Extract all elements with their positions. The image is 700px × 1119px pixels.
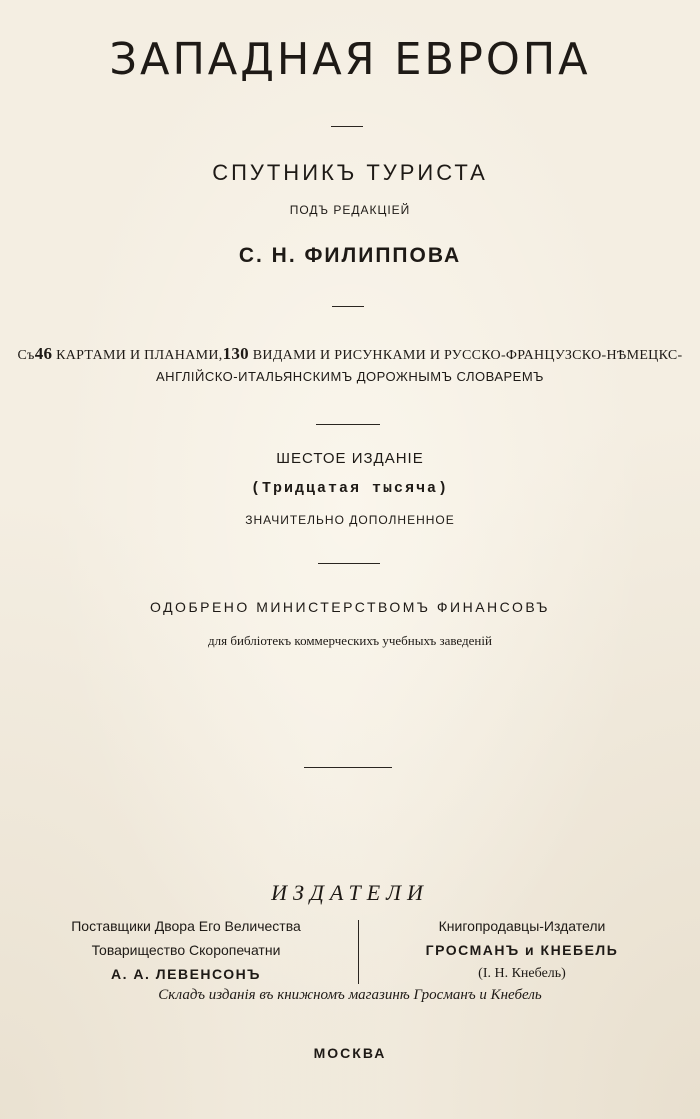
publisher-right-line-1: Книгопродавцы-Издатели — [438, 918, 606, 934]
contents-line-1 — [0, 344, 700, 364]
print-run: (Тридцатая тысяча) — [250, 480, 450, 497]
book-subtitle: СПУТНИКЪ ТУРИСТА — [212, 160, 488, 185]
book-title: ЗАПАДНАЯ ЕВРОПА — [109, 34, 591, 85]
warehouse-notice: Складъ изданія въ книжномъ магазинѣ Гросманъ и Кнебель — [158, 987, 542, 1003]
publisher-right-line-3: (І. Н. Кнебель) — [478, 966, 566, 981]
maps-text: КАРТАМИ И ПЛАНАМИ, — [56, 348, 223, 363]
publisher-left-line-3: А. А. ЛЕВЕНСОНЪ — [111, 966, 261, 982]
divider-rule-2 — [332, 306, 364, 307]
contents-prefix: Съ — [17, 348, 35, 363]
edition-label: ШЕСТОЕ ИЗДАНІЕ — [276, 450, 424, 467]
divider-rule-4 — [318, 563, 380, 564]
views-count: 130 — [222, 344, 249, 363]
publisher-right — [352, 918, 692, 988]
divider-rule-3 — [316, 424, 380, 425]
divider-rule-1 — [331, 126, 363, 127]
editor-name: С. Н. ФИЛИППОВА — [238, 244, 462, 267]
library-notice: для библіотекъ коммерческихъ учебныхъ заведеній — [208, 633, 492, 648]
divider-rule-5 — [304, 767, 392, 768]
editor-label: ПОДЪ РЕДАКЦІЕЙ — [289, 203, 411, 217]
contents-line-2: АНГЛІЙСКО-ИТАЛЬЯНСКИМЪ ДОРОЖНЫМЪ СЛОВАРЕМЪ — [156, 369, 544, 384]
publisher-right-line-2: ГРОСМАНЪ и КНЕБЕЛЬ — [425, 942, 619, 958]
augmented-label: ЗНАЧИТЕЛЬНО ДОПОЛНЕННОЕ — [245, 513, 455, 527]
publisher-left-line-1: Поставщики Двора Его Величества — [71, 918, 301, 934]
city-name: МОСКВА — [313, 1045, 387, 1061]
maps-count: 46 — [34, 344, 53, 363]
views-text: ВИДАМИ И РИСУНКАМИ И РУССКО-ФРАНЦУЗСКО-НѢМЕЦКС- — [252, 348, 683, 363]
approval-notice: ОДОБРЕНО МИНИСТЕРСТВОМЪ ФИНАНСОВЪ — [149, 599, 550, 615]
publishers-heading: ИЗДАТЕЛИ — [271, 880, 429, 905]
publisher-left — [16, 918, 356, 988]
publisher-left-line-2: Товарищество Скоропечатни — [91, 942, 281, 958]
